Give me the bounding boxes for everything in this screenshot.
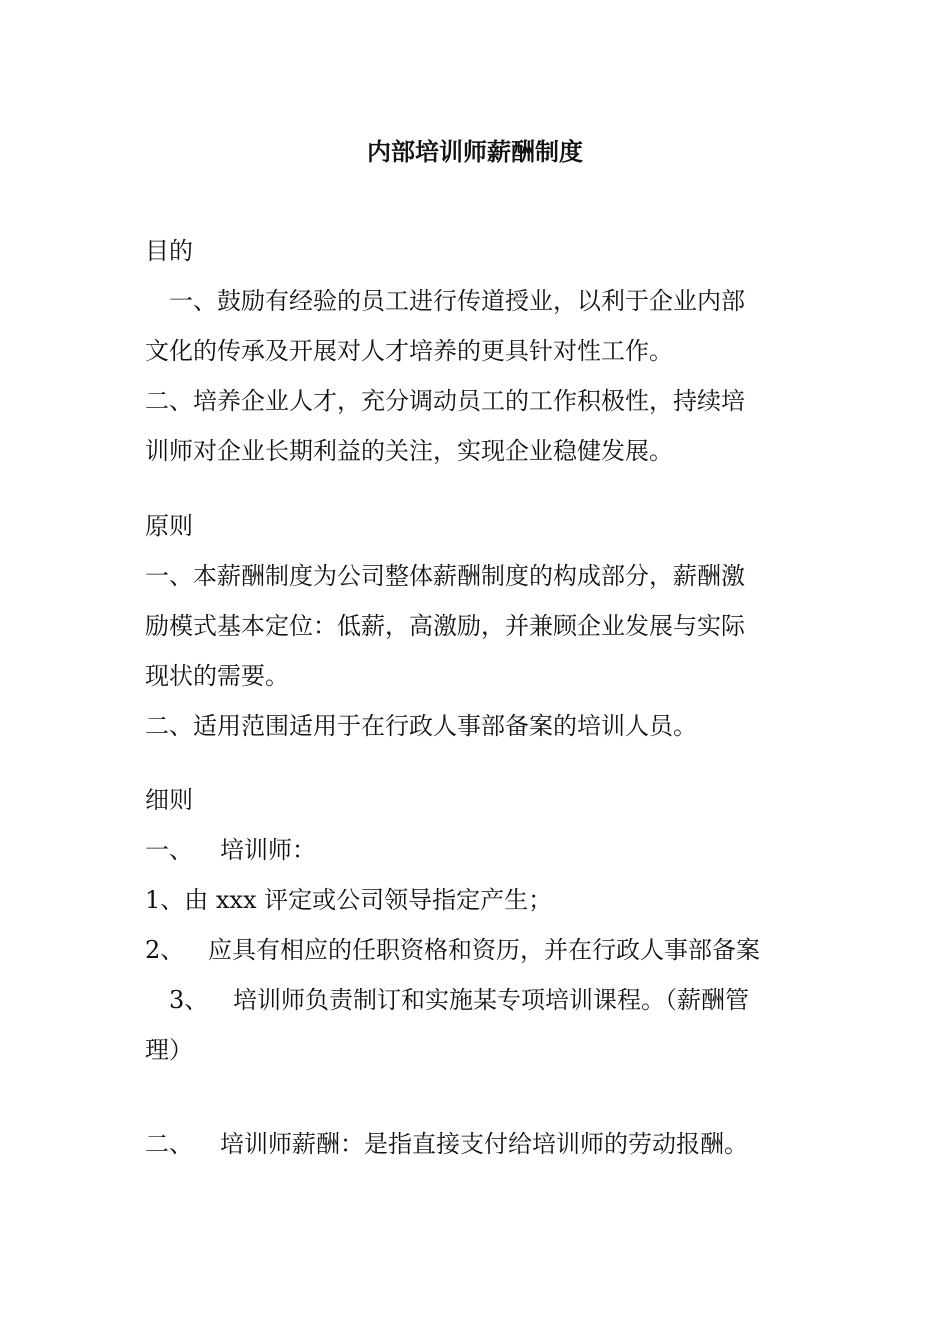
details-point-3-continuation: 理） [145,1036,193,1064]
principle-heading: 原则 [145,512,193,540]
principle-item-1-line-1: 一、本薪酬制度为公司整体薪酬制度的构成部分，薪酬激 [145,562,745,590]
details-point-3-number: 3、 [169,986,209,1014]
details-section-2-label: 二、 [145,1130,193,1158]
purpose-item-2-line-2: 训师对企业长期利益的关注，实现企业稳健发展。 [145,437,673,465]
details-section-1-title: 培训师： [220,836,316,864]
details-point-2-number: 2、 [145,936,185,964]
purpose-item-1-line-2: 文化的传承及开展对人才培养的更具针对性工作。 [145,337,673,365]
details-heading: 细则 [145,786,193,814]
principle-item-2-line-1: 二、适用范围适用于在行政人事部备案的培训人员。 [145,712,697,740]
purpose-item-1-line-1: 一、鼓励有经验的员工进行传道授业，以利于企业内部 [169,287,745,315]
details-point-1: 1、由 xxx 评定或公司领导指定产生； [145,886,553,914]
details-section-2-title: 培训师薪酬：是指直接支付给培训师的劳动报酬。 [220,1130,748,1158]
details-point-3-text: 培训师负责制订和实施某专项培训课程。（薪酬管 [233,986,749,1014]
page-title: 内部培训师薪酬制度 [367,137,583,166]
purpose-item-2-line-1: 二、培养企业人才，充分调动员工的工作积极性，持续培 [145,387,745,415]
principle-item-1-line-2: 励模式基本定位：低薪，高激励，并兼顾企业发展与实际 [145,612,745,640]
purpose-heading: 目的 [145,237,193,265]
principle-item-1-line-3: 现状的需要。 [145,662,289,690]
details-point-2-text: 应具有相应的任职资格和资历，并在行政人事部备案 [208,936,760,964]
details-section-1-label: 一、 [145,836,193,864]
